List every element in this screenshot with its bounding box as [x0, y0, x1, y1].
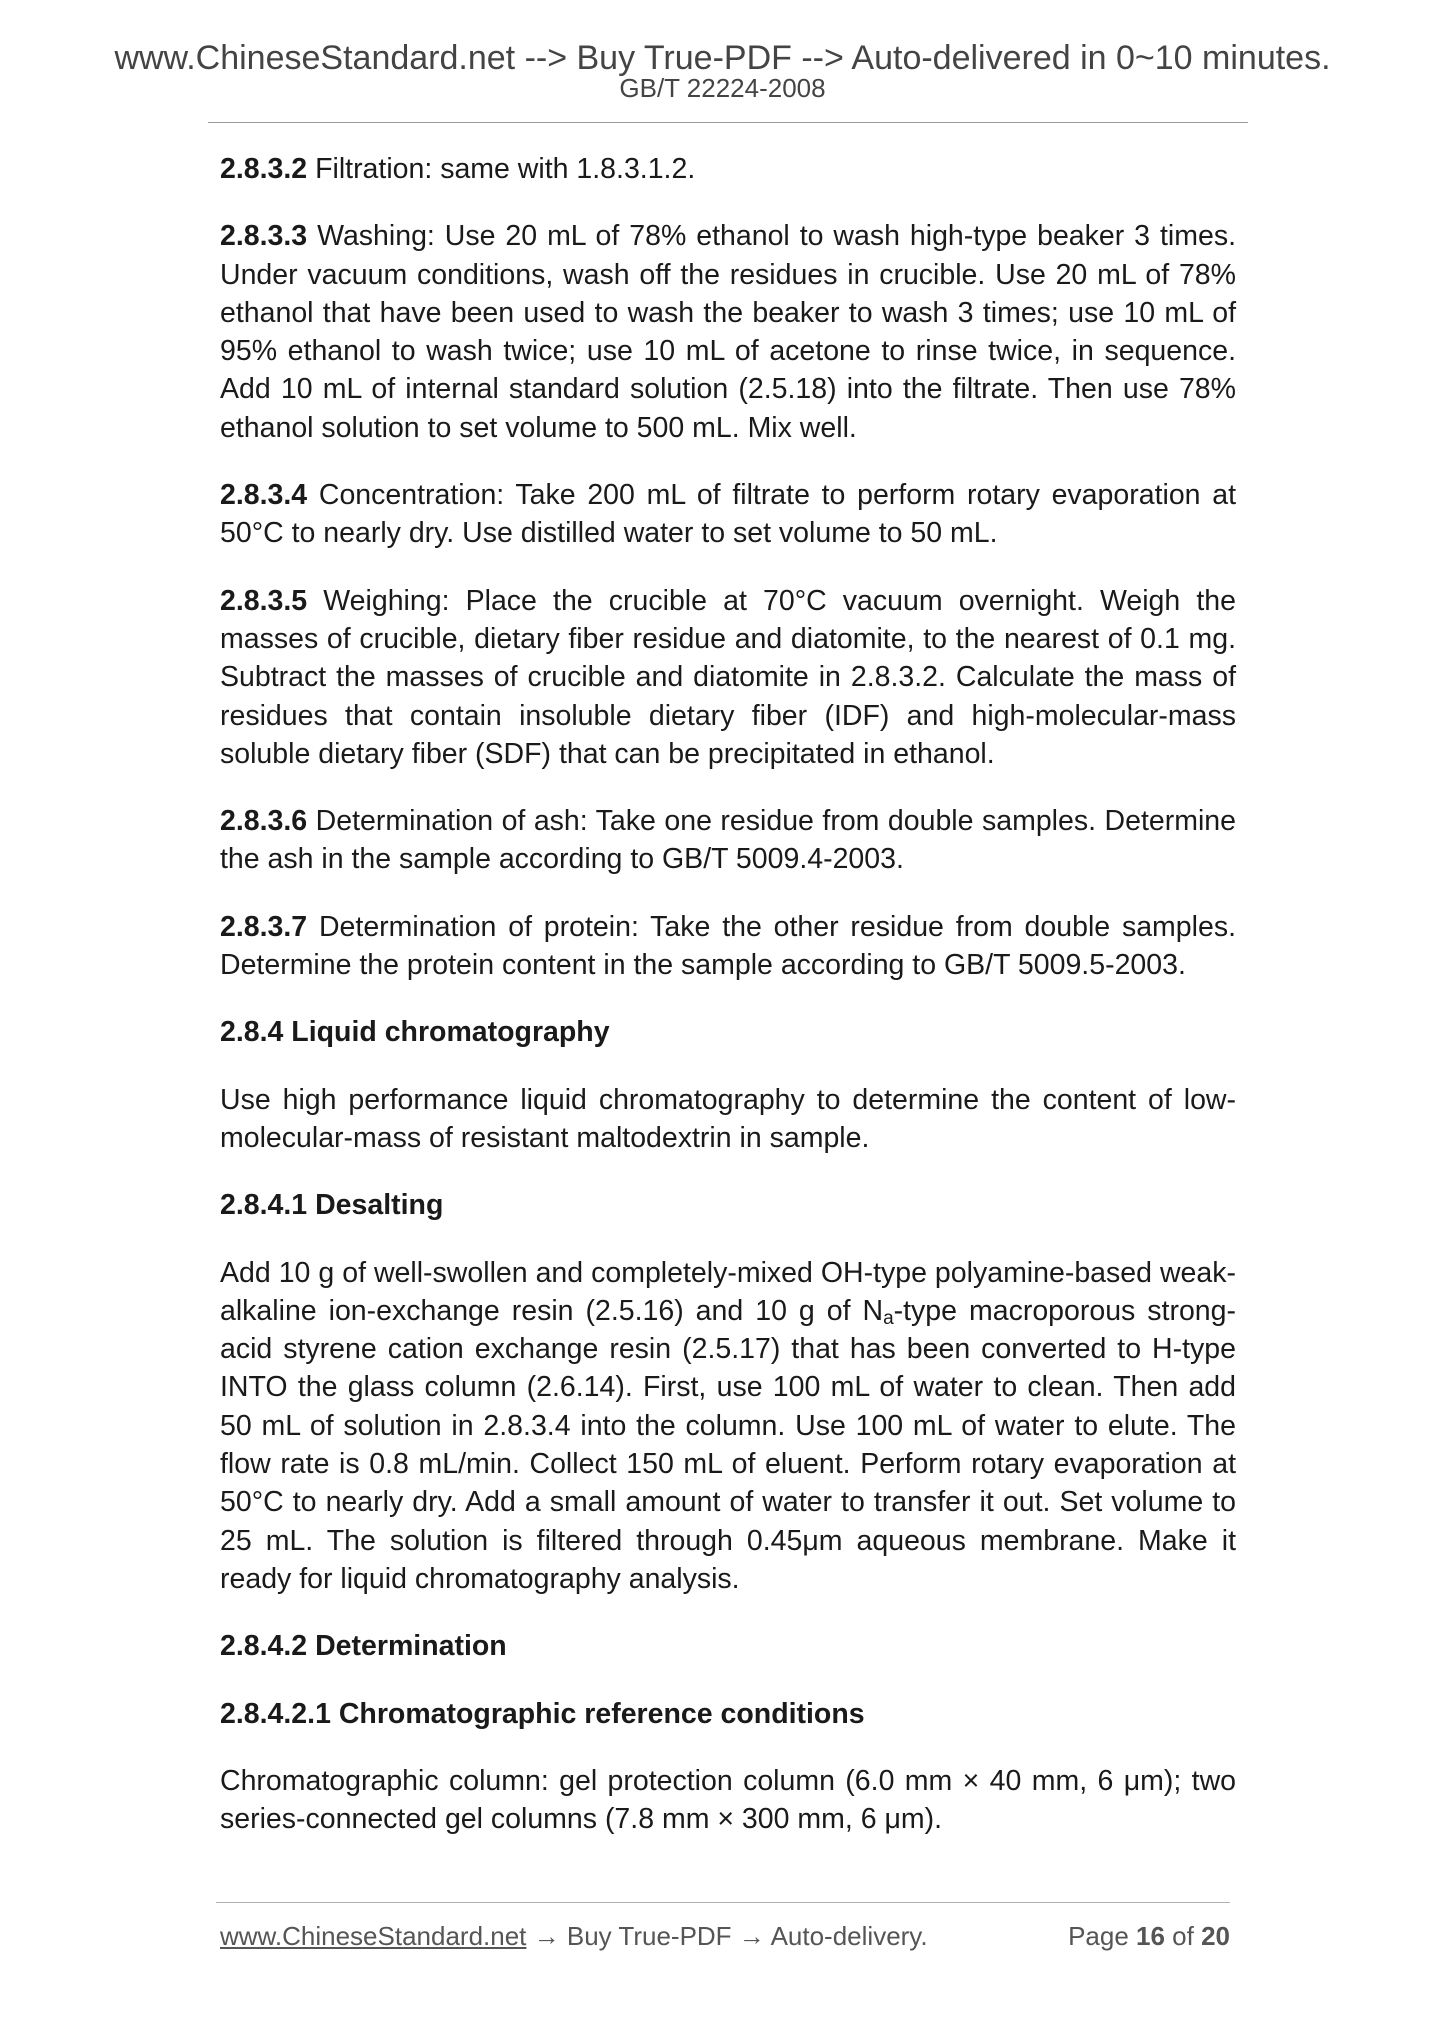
footer-promo [220, 1920, 928, 1952]
subscript-a: a [883, 1307, 894, 1329]
heading-2-8-4: 2.8.4 Liquid chromatography [220, 1016, 610, 1049]
of-label: of [1164, 1921, 1202, 1951]
site-banner[interactable]: www.ChineseStandard.net --> Buy True-PDF --> Auto-delivered in 0~10 minutes. [114, 39, 1331, 77]
footer-promo-text: → Buy True-PDF → Auto-delivery. [526, 1921, 928, 1951]
clause-2-8-3-5 [220, 582, 1236, 773]
heading-2-8-4-1: 2.8.4.1 Desalting [220, 1189, 444, 1222]
heading-2-8-4-2-1: 2.8.4.2.1 Chromatographic reference conditions [220, 1697, 865, 1730]
clause-number: 2.8.3.2 [220, 153, 308, 185]
paragraph-2-8-4: Use high performance liquid chromatography to determine the content of low-molecular-mass of resistant maltodextrin in sample. [220, 1083, 1236, 1154]
page-number: 16 [1136, 1921, 1165, 1951]
clause-2-8-3-4 [220, 476, 1236, 553]
header-divider [208, 122, 1248, 123]
footer-site-link[interactable]: www.ChineseStandard.net [220, 1921, 527, 1951]
desalting-text-part2: -type macroporous strong-acid styrene cation exchange resin (2.5.17) that has been converted to H-type INTO the glass column (2.6.14). First, use 100 mL of water to clean. Then add 50 mL of solution in 2.8.3.4 into the column. Use 100 mL of water to elute. The flow rate is 0.8 mL/min. Collect 150 mL of eluent. Perform rotary evaporation at 50°C to nearly dry. Add a small amount of water to transfer it out. Set volume to 25 mL. The solution is filtered through 0.45μm aqueous membrane. Make it ready for liquid chromatography analysis. [220, 1294, 1236, 1595]
clause-2-8-3-3 [220, 217, 1236, 447]
clause-text: Filtration: same with 1.8.3.1.2. [307, 153, 696, 185]
clause-2-8-3-7 [220, 908, 1236, 985]
clause-text: Weighing: Place the crucible at 70°C vacuum overnight. Weigh the masses of crucible, dietary fiber residue and diatomite, to the nearest of 0.1 mg. Subtract the masses of crucible and diatomite in 2.8.3.2. Calculate the mass of residues that contain insoluble dietary fiber (IDF) and high-molecular-mass soluble dietary fiber (SDF) that can be precipitated in ethanol. [220, 584, 1236, 770]
clause-2-8-3-6 [220, 802, 1236, 879]
heading-2-8-4-2: 2.8.4.2 Determination [220, 1630, 507, 1663]
page-total: 20 [1201, 1921, 1230, 1951]
clause-text: Determination of protein: Take the other residue from double samples. Determine the protein content in the sample according to GB/T 5009.5-2003. [220, 910, 1236, 982]
document-code: GB/T 22224-2008 [619, 73, 826, 103]
clause-text: Determination of ash: Take one residue from double samples. Determine the ash in the sample according to GB/T 5009.4-2003. [220, 805, 1236, 876]
page-indicator [1068, 1920, 1230, 1952]
page-body [220, 150, 1236, 1867]
clause-text: Washing: Use 20 mL of 78% ethanol to wash high-type beaker 3 times. Under vacuum conditions, wash off the residues in crucible. Use 20 mL of 78% ethanol that have been used to wash the beaker to wash 3 times; use 10 mL of 95% ethanol to wash twice; use 10 mL of acetone to rinse twice, in sequence. Add 10 mL of internal standard solution (2.5.18) into the filtrate. Then use 78% ethanol solution to set volume to 500 mL. Mix well. [220, 220, 1236, 444]
paragraph-2-8-4-2-1: Chromatographic column: gel protection column (6.0 mm × 40 mm, 6 μm); two series-connected gel columns (7.8 mm × 300 mm, 6 μm). [220, 1764, 1236, 1836]
clause-2-8-3-2 [220, 150, 1236, 188]
clause-number: 2.8.3.6 [220, 805, 308, 838]
clause-number: 2.8.3.4 [220, 479, 308, 512]
page-label: Page [1068, 1921, 1137, 1951]
clause-number: 2.8.3.7 [220, 910, 308, 943]
clause-number: 2.8.3.5 [220, 584, 308, 617]
clause-number: 2.8.3.3 [220, 220, 308, 253]
clause-text: Concentration: Take 200 mL of filtrate to perform rotary evaporation at 50°C to nearly dry. Use distilled water to set volume to 50 mL. [220, 479, 1236, 550]
desalting-text-part1: Add 10 g of well-swollen and completely-mixed OH-type polyamine-based weak-alkaline ion-exchange resin (2.5.16) and 10 g of N [220, 1256, 1236, 1327]
paragraph-2-8-4-1 [220, 1254, 1236, 1599]
footer-divider [216, 1902, 1230, 1903]
